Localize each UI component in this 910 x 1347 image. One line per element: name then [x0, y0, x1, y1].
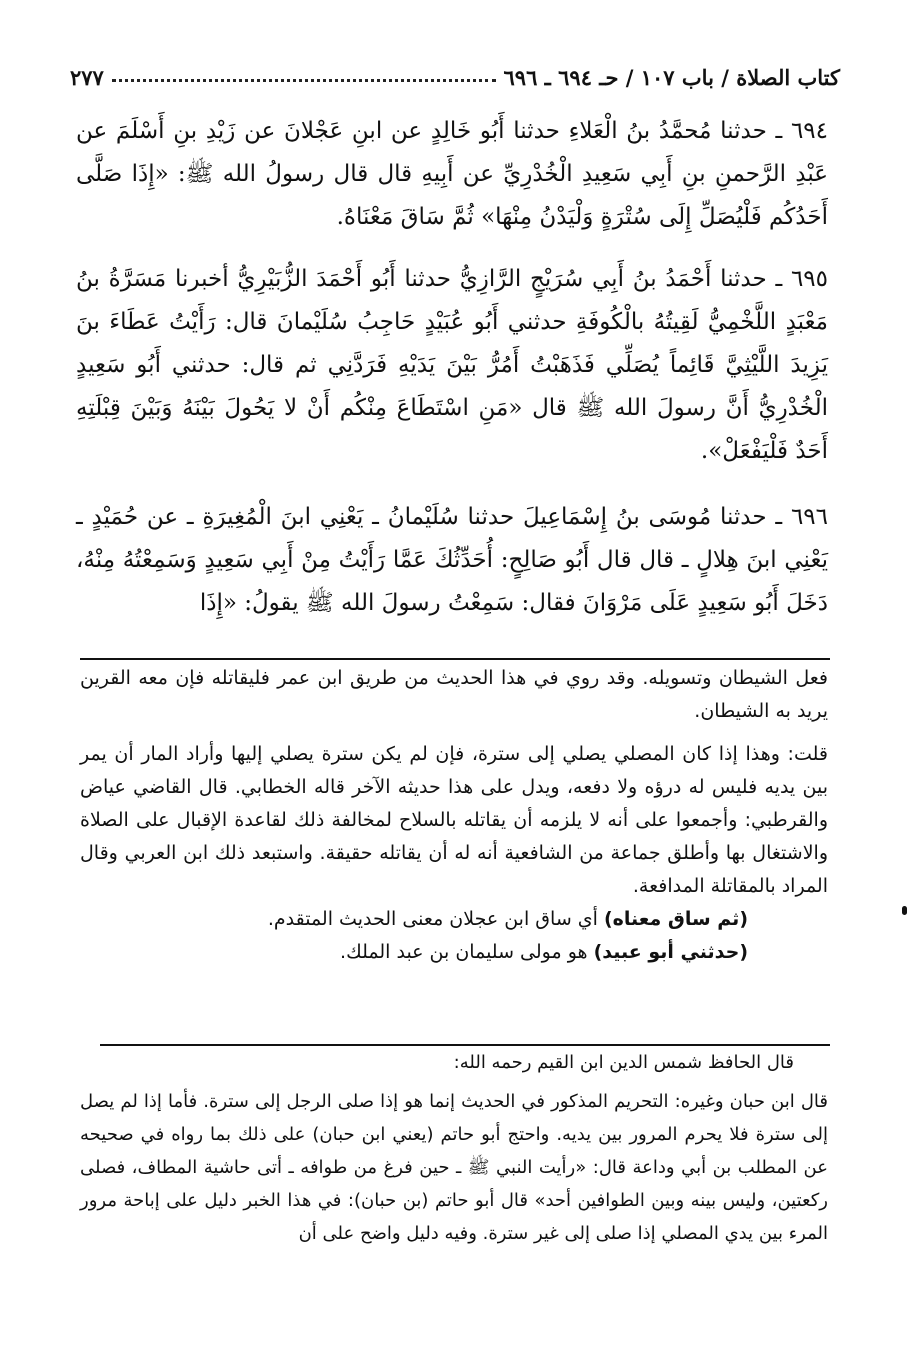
footer-heading: قال الحافظ شمس الدين ابن القيم رحمه الله:: [453, 1052, 794, 1073]
hadith-text: ٦٩٦ ـ حدثنا مُوسَى بنُ إِسْمَاعِيلَ حدثنا سُلَيْمانُ ـ يَعْنِي ابنَ الْمُغِيرَةِ ـ عن حُمَيْدٍ ـ يَعْنِي ابنَ هِلالٍ ـ قال قال أَبُو صَالِحٍ: أُحَدِّثُكَ عَمَّا رَأَيْتُ مِنْ أَبِي سَعِيدٍ وَسَمِعْتُهُ مِنْهُ، دَخَلَ أَبُو سَعِيدٍ عَلَى مَرْوَانَ فقال: سَمِعْتُ رسولَ الله ﷺ يقولُ: «إِذَا: [76, 504, 828, 616]
commentary-intro: فعل الشيطان وتسويله. وقد روي في هذا الحديث من طريق ابن عمر فليقاتله فإن معه القرين يريد به الشيطان.: [80, 667, 828, 722]
gloss-line: [80, 903, 828, 936]
page-header: [70, 50, 840, 90]
running-title: كتاب الصلاة / باب ١٠٧ / حـ ٦٩٤ ـ ٦٩٦: [503, 65, 840, 90]
gloss-term: (ثم ساق معناه): [603, 908, 748, 930]
commentary-paragraph: قلت: وهذا إذا كان المصلي يصلي إلى سترة، فإن لم يكن سترة يصلي إليها وأراد المار أن يمر بين يديه فليس له درؤه ولا دفعه، ويدل على هذا حديثه الآخر قاله الخطابي. قال القاضي عياض والقرطبي: وأجمعوا على أنه لا يلزمه أن يقاتله بالسلاح لمخالفة ذلك لقاعدة الإقبال على الصلاة والاشتغال بها وأطلق جماعة من الشافعية أنه له أن يقاتله حقيقة. واستبعد ذلك ابن العربي وقال المراد بالمقاتلة المدافعة.: [80, 743, 828, 897]
leader-dots: [112, 79, 496, 82]
hadith-694: [76, 110, 828, 239]
hadith-695: [76, 258, 828, 473]
hadith-text: ٦٩٥ ـ حدثنا أَحْمَدُ بنُ أَبِي سُرَيْجٍ الرَّازِيُّ حدثنا أَبُو أَحْمَدَ الزُّبَيْرِيُّ أخبرنا مَسَرَّةُ بنُ مَعْبَدٍ اللَّخْمِيُّ لَقِيتُهُ بالْكُوفَةِ حدثني أَبُو عُبَيْدٍ حَاجِبُ سُلَيْمانَ قال: رَأَيْتُ عَطَاءَ بنَ يَزِيدَ اللَّيْثِيَّ قَائِماً يُصَلِّي فَذَهَبْتُ أَمُرُّ بَيْنَ يَدَيْهِ فَرَدَّنِي ثم قال: حدثني أَبُو سَعِيدٍ الْخُدْرِيُّ أَنَّ رسولَ الله ﷺ قال «مَنِ اسْتَطَاعَ مِنْكُم أَنْ لا يَحُولَ بَيْنَهُ وَبَيْنَ قِبْلَتِهِ أَحَدٌ فَلْيَفْعَلْ».: [76, 266, 828, 464]
footer-text: قال ابن حبان وغيره: التحريم المذكور في الحديث إنما هو إذا صلى الرجل إلى سترة. فأما إذا لم يصل إلى سترة فلا يحرم المرور بين يديه. واحتج أبو حاتم (يعني ابن حبان) على ذلك بما رواه في صحيحه عن المطلب بن أبي وداعة قال: «رأيت النبي ﷺ ـ حين فرغ من طوافه ـ أتى حاشية المطاف، فصلى ركعتين، وليس بينه وبين الطوافين أحد» قال أبو حاتم (بن حبان): في هذا الخبر دليل على إباحة مرور المرء بين يدي المصلي إذا صلى إلى غير سترة. وفيه دليل واضح على أن: [80, 1091, 828, 1244]
gloss-line: [80, 936, 828, 969]
gloss-text: هو مولى سليمان بن عبد الملك.: [340, 941, 594, 963]
ibn-qayyim-section: [80, 1046, 828, 1250]
gloss-text: أي ساق ابن عجلان معنى الحديث المتقدم.: [267, 908, 604, 930]
hadith-696: [76, 496, 828, 625]
hadith-text: ٦٩٤ ـ حدثنا مُحمَّدُ بنُ الْعَلاءِ حدثنا أَبُو خَالِدٍ عن ابنِ عَجْلانَ عن زَيْدِ بنِ أَسْلَمَ عن عَبْدِ الرَّحمنِ بنِ أَبِي سَعِيدِ الْخُدْرِيِّ عن أَبِيهِ قال قال رسولُ الله ﷺ: «إِذَا صَلَّى أَحَدُكُم فَلْيُصَلِّ إِلَى سُتْرَةٍ وَلْيَدْنُ مِنْهَا» ثُمَّ سَاقَ مَعْنَاهُ.: [76, 118, 828, 230]
gloss-term: (حدثني أبو عبيد): [593, 941, 748, 963]
commentary-section: [80, 662, 828, 969]
commentary-divider: [80, 658, 830, 660]
margin-mark: [902, 906, 907, 915]
page-number: ٢٧٧: [70, 65, 104, 90]
